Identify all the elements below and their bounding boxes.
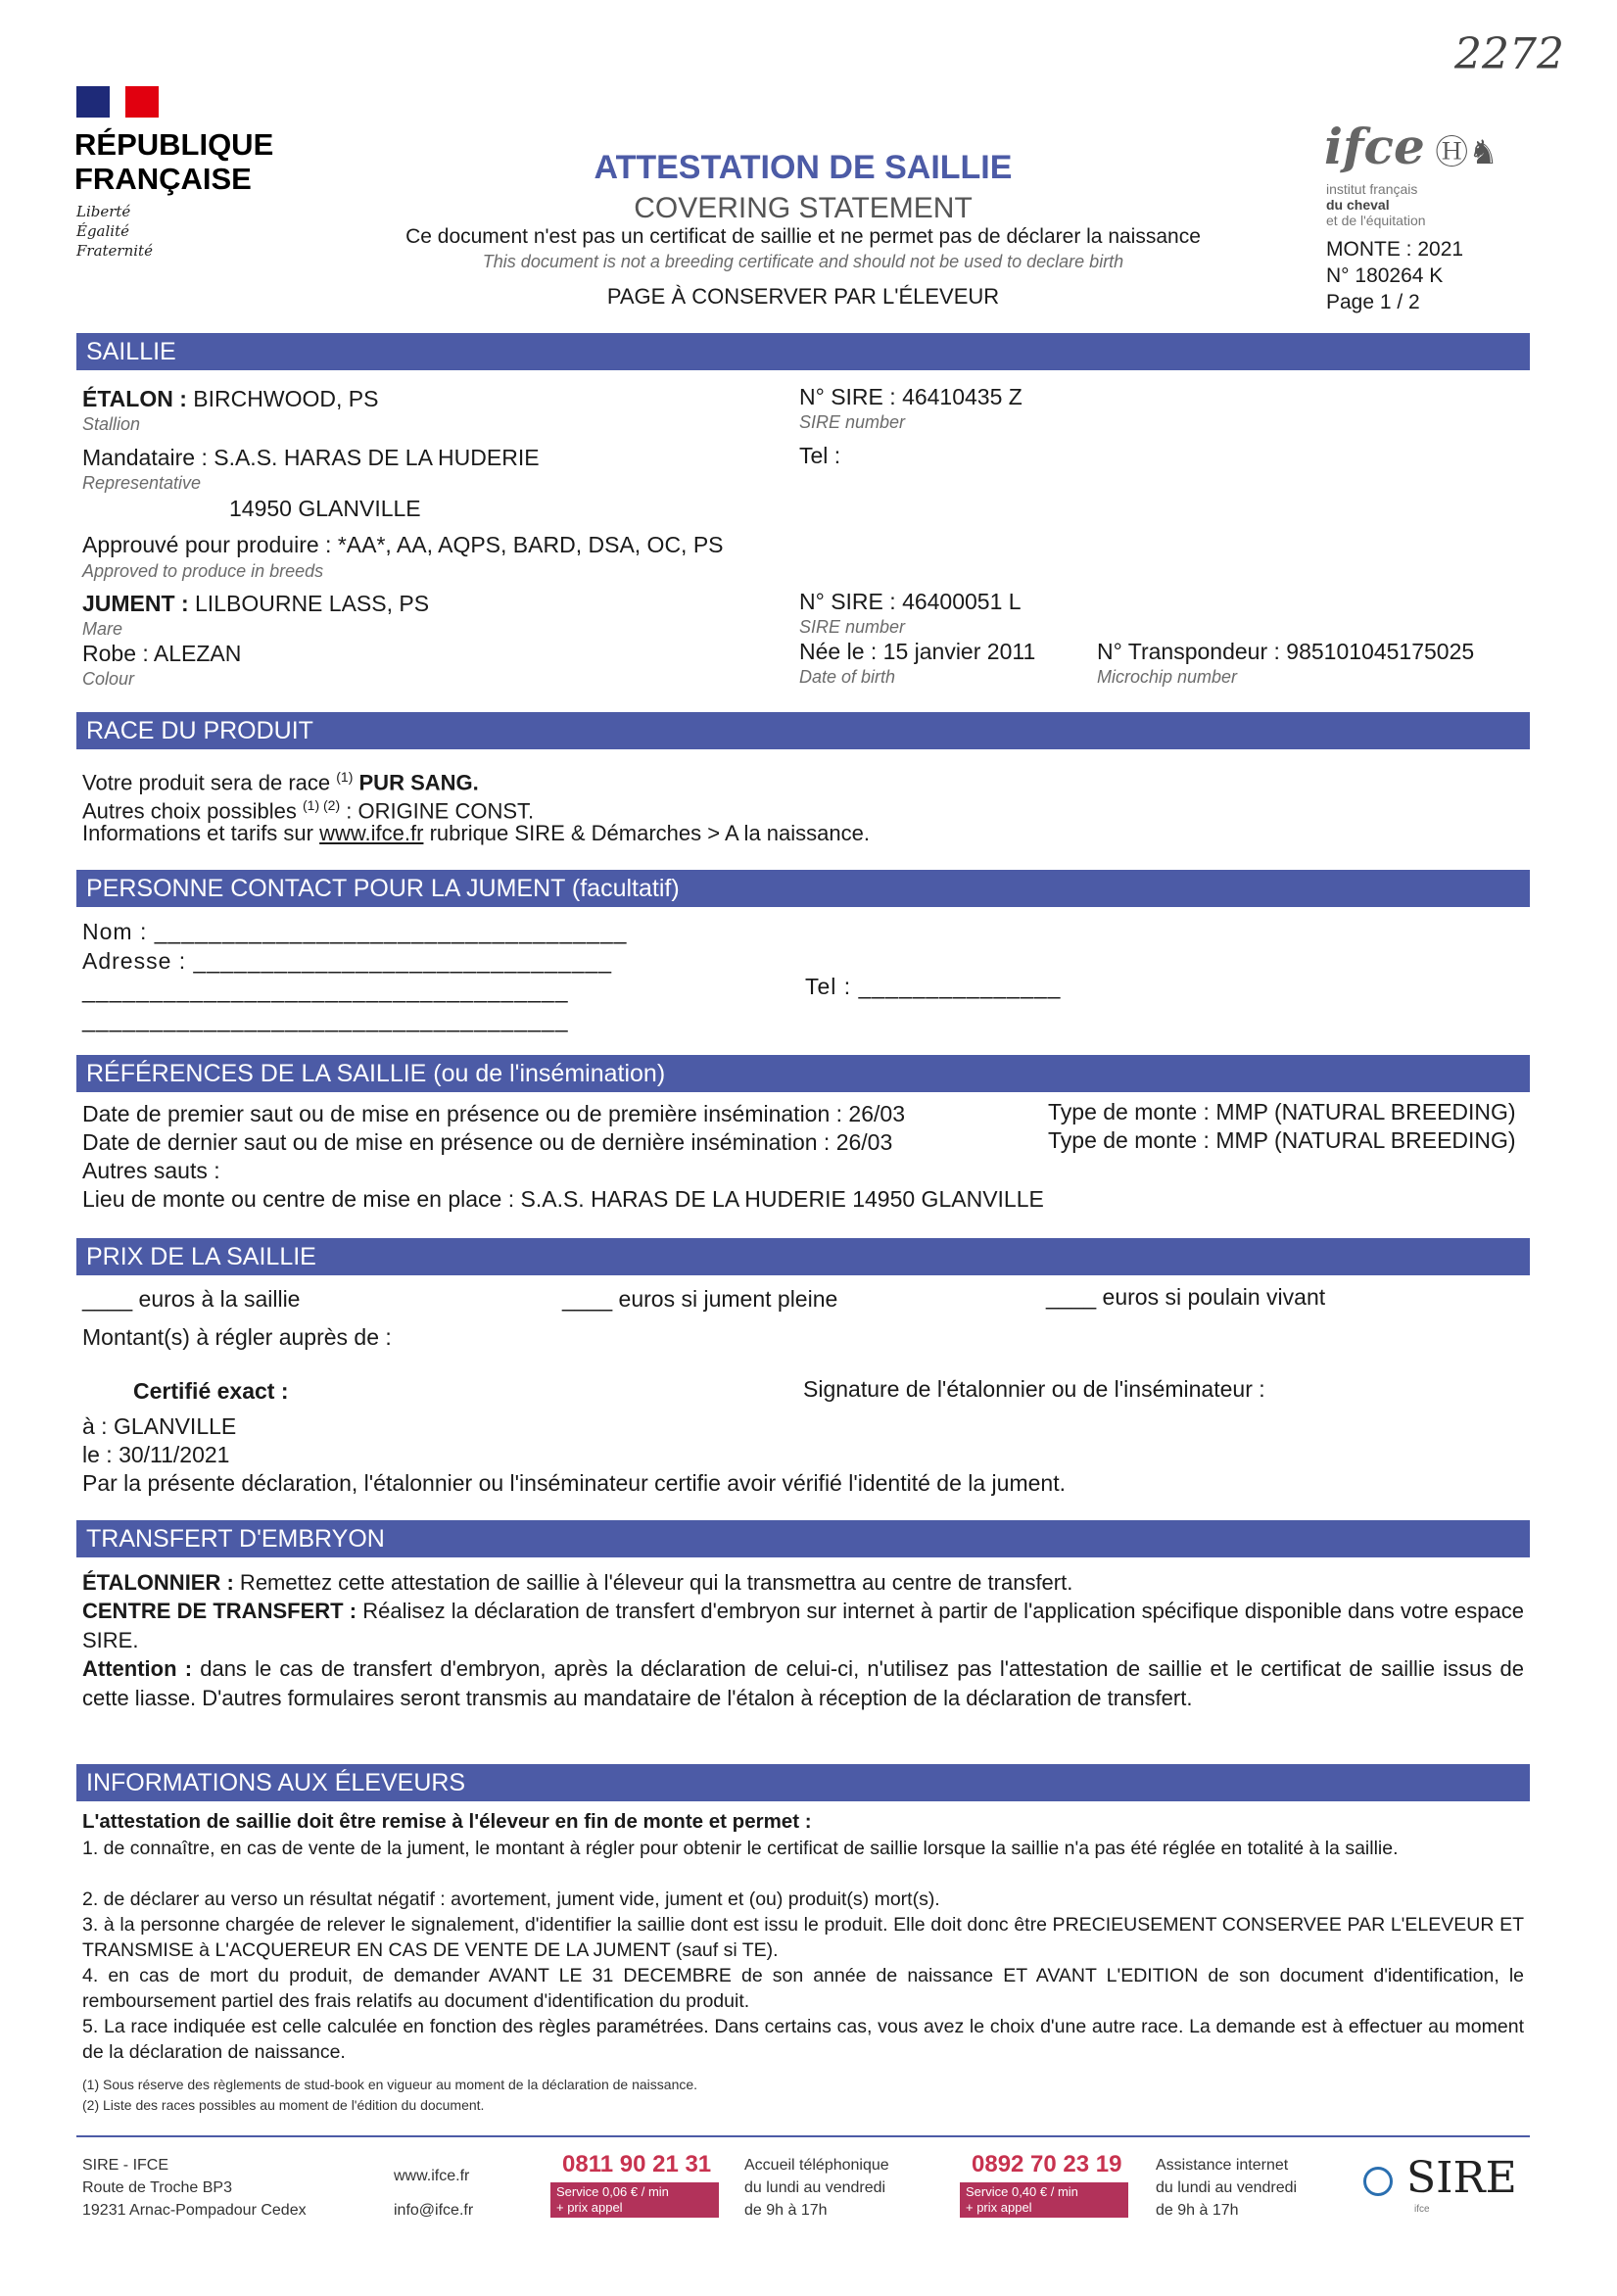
signed-place: à : GLANVILLE (82, 1413, 237, 1439)
price-if-pregnant: ____ euros si jument pleine (562, 1286, 838, 1312)
sire-logo-sub: ifce (1414, 2204, 1430, 2215)
document-subtitle: COVERING STATEMENT (634, 192, 973, 224)
race-line-1: Votre produit sera de race $^{(1)}$ PUR SANG. (82, 769, 479, 795)
section-race: RACE DU PRODUIT (76, 712, 1530, 749)
contact-tel-field[interactable]: Tel : _______________ (805, 974, 1062, 999)
phone-accueil[interactable]: 0811 90 21 31 (562, 2151, 712, 2177)
other-covers: Autres sauts : (82, 1158, 220, 1183)
mare-sub: Mare (82, 619, 123, 639)
mandataire-sub: Representative (82, 473, 202, 493)
document-number: N° 180264 K (1326, 264, 1444, 287)
footnote-1: (1) Sous réserve des règlements de stud-book en vigueur au moment de la déclaration de naissance. (82, 2077, 698, 2092)
robe-sub: Colour (82, 669, 135, 689)
price-per-cover: ____ euros à la saillie (82, 1286, 301, 1312)
section-transfert: TRANSFERT D'EMBRYON (76, 1520, 1530, 1557)
signature-label: Signature de l'étalonnier ou de l'inséminateur : (803, 1376, 1265, 1402)
phone-assistance[interactable]: 0892 70 23 19 (972, 2151, 1122, 2177)
section-saillie: SAILLIE (76, 333, 1530, 370)
info-item-1: 1. de connaître, en cas de vente de la jument, le montant à régler pour obtenir le certificat de saillie lorsque la saillie n'a pas été réglée en totalité à la saillie. (82, 1838, 1399, 1859)
certified-label: Certifié exact : (133, 1378, 289, 1404)
footer-mail[interactable]: info@ifce.fr (394, 2202, 474, 2219)
contact-address-blank-2[interactable]: ____________________________________ (82, 1007, 569, 1032)
transfer-attention: Attention : dans le cas de transfert d'embryon, après la déclaration de celui-ci, n'utilisez pas l'attestation de saillie et le certificat de saillie issus de cette liasse. D'autres formulaires seront transmis au mandataire de l'étalon à réception de la déclaration de transfert. (82, 1656, 1525, 1710)
contact-name-field[interactable]: Nom : ___________________________________ (82, 919, 628, 944)
stallion-sire-sub: SIRE number (799, 412, 906, 432)
phone-accueil-price: Service 0,06 € / min + prix appel (550, 2182, 719, 2218)
document-title: ATTESTATION DE SAILLIE (594, 149, 1013, 186)
monte-year: MONTE : 2021 (1326, 238, 1464, 261)
mandataire-address: 14950 GLANVILLE (229, 496, 421, 521)
transponder-sub: Microchip number (1097, 667, 1238, 687)
phone-assistance-desc: Assistance internet du lundi au vendredi de 9h à 17h (1156, 2157, 1298, 2219)
transfer-etalonnier: ÉTALONNIER : Remettez cette attestation de saillie à l'éleveur qui la transmettra au centre de transfert. (82, 1570, 1073, 1595)
race-line-2: Autres choix possibles $^{(1) (2)}$ : ORIGINE CONST. (82, 797, 535, 824)
info-item-5: 5. La race indiquée est celle calculée en fonction des règles paramétrées. Dans certains cas, vous avez le choix d'une autre race. La demande est à effectuer au moment de la déclaration de naissance. (82, 2016, 1524, 2063)
ifce-tagline: institut français du cheval et de l'équitation (1326, 181, 1426, 228)
footer-divider (76, 2135, 1530, 2137)
stallion-sire: N° SIRE : 46410435 Z (799, 384, 1023, 409)
payable-to: Montant(s) à régler auprès de : (82, 1324, 392, 1350)
stallion-sub: Stallion (82, 414, 141, 434)
mandataire: Mandataire : S.A.S. HARAS DE LA HUDERIE (82, 445, 540, 470)
section-references: RÉFÉRENCES DE LA SAILLIE (ou de l'insémination) (76, 1055, 1530, 1092)
handwritten-number: 2272 (1454, 29, 1564, 79)
last-breeding-type: Type de monte : MMP (NATURAL BREEDING) (1048, 1127, 1516, 1153)
birth-date: Née le : 15 janvier 2011 (799, 639, 1036, 664)
contact-address-field[interactable]: Adresse : _______________________________ (82, 948, 613, 974)
transponder: N° Transpondeur : 985101045175025 (1097, 639, 1475, 664)
first-breeding-date: Date de premier saut ou de mise en présence ou de première insémination : 26/03 (82, 1101, 905, 1126)
robe: Robe : ALEZAN (82, 641, 242, 666)
etalon-line: ÉTALON : BIRCHWOOD, PS (82, 386, 379, 411)
horse-icon: Ⓗ♞ (1435, 134, 1498, 171)
marianne-logo (76, 86, 159, 118)
info-item-3: 3. à la personne chargée de relever le signalement, d'identifier la saillie dont est issu le produit. Elle doit donc être PRECIEUSEMENT CONSERVEE PAR L'ELEVEUR ET TRANSMISE à L'ACQUEREUR EN CAS DE VENTE DE LA JUMENT (sauf si TE). (82, 1914, 1524, 1961)
mare-sire: N° SIRE : 46400051 L (799, 589, 1022, 614)
jument-line: JUMENT : LILBOURNE LASS, PS (82, 591, 430, 616)
approved-breeds-sub: Approved to produce in breeds (82, 561, 324, 581)
mandataire-tel: Tel : (799, 443, 841, 468)
last-breeding-date: Date de dernier saut ou de mise en présence ou de dernière insémination : 26/03 (82, 1129, 893, 1155)
section-prix: PRIX DE LA SAILLIE (76, 1238, 1530, 1275)
sire-logo-icon (1363, 2167, 1393, 2196)
republic-motto: Liberté Égalité Fraternité (76, 203, 153, 260)
breeding-location: Lieu de monte ou centre de mise en place : S.A.S. HARAS DE LA HUDERIE 14950 GLANVILLE (82, 1186, 1044, 1212)
birth-date-sub: Date of birth (799, 667, 896, 687)
footer-web[interactable]: www.ifce.fr (394, 2168, 470, 2184)
page-keep-note: PAGE À CONSERVER PAR L'ÉLEVEUR (606, 284, 1000, 309)
first-breeding-type: Type de monte : MMP (NATURAL BREEDING) (1048, 1099, 1516, 1124)
ifce-logo: ifce Ⓗ♞ (1324, 118, 1498, 175)
page-number: Page 1 / 2 (1326, 291, 1420, 313)
phone-assistance-price: Service 0,40 € / min + prix appel (960, 2182, 1128, 2218)
declaration-text: Par la présente déclaration, l'étalonnier ou l'inséminateur certifie avoir vérifié l'identité de la jument. (82, 1470, 1066, 1496)
footer-address: SIRE - IFCE Route de Troche BP3 19231 Arnac-Pompadour Cedex (82, 2157, 307, 2219)
info-intro: L'attestation de saillie doit être remise à l'éleveur en fin de monte et permet : (82, 1810, 812, 1833)
contact-address-blank-1[interactable]: ____________________________________ (82, 978, 569, 1003)
approved-breeds: Approuvé pour produire : *AA*, AA, AQPS, BARD, DSA, OC, PS (82, 532, 724, 557)
info-item-4: 4. en cas de mort du produit, de demander AVANT LE 31 DECEMBRE de son année de naissance ET AVANT L'EDITION de son document d'identification, le remboursement partiel des frais relatifs au document d'identification du produit. (82, 1965, 1524, 2012)
section-contact: PERSONNE CONTACT POUR LA JUMENT (facultatif) (76, 870, 1530, 907)
republic-title: RÉPUBLIQUE FRANÇAISE (74, 127, 274, 196)
info-item-2: 2. de déclarer au verso un résultat négatif : avortement, jument vide, jument et (ou) produit(s) mort(s). (82, 1889, 940, 1910)
disclaimer-en: This document is not a breeding certificate and should not be used to declare birth (482, 252, 1124, 271)
disclaimer-fr: Ce document n'est pas un certificat de saillie et ne permet pas de déclarer la naissance (405, 225, 1201, 248)
transfer-centre: CENTRE DE TRANSFERT : Réalisez la déclaration de transfert d'embryon sur internet à partir de l'application spécifique disponible dans votre espace SIRE. (82, 1599, 1524, 1652)
ifce-link[interactable]: www.ifce.fr (319, 821, 424, 845)
signed-date: le : 30/11/2021 (82, 1442, 230, 1467)
mare-sire-sub: SIRE number (799, 617, 906, 637)
footnote-2: (2) Liste des races possibles au moment de l'édition du document. (82, 2097, 485, 2113)
sire-logo: SIRE (1406, 2153, 1517, 2203)
phone-accueil-desc: Accueil téléphonique du lundi au vendredi de 9h à 17h (744, 2157, 889, 2219)
section-informations: INFORMATIONS AUX ÉLEVEURS (76, 1764, 1530, 1801)
race-line-3: Informations et tarifs sur www.ifce.fr rubrique SIRE & Démarches > A la naissance. (82, 821, 870, 845)
price-if-live-foal: ____ euros si poulain vivant (1046, 1284, 1326, 1310)
